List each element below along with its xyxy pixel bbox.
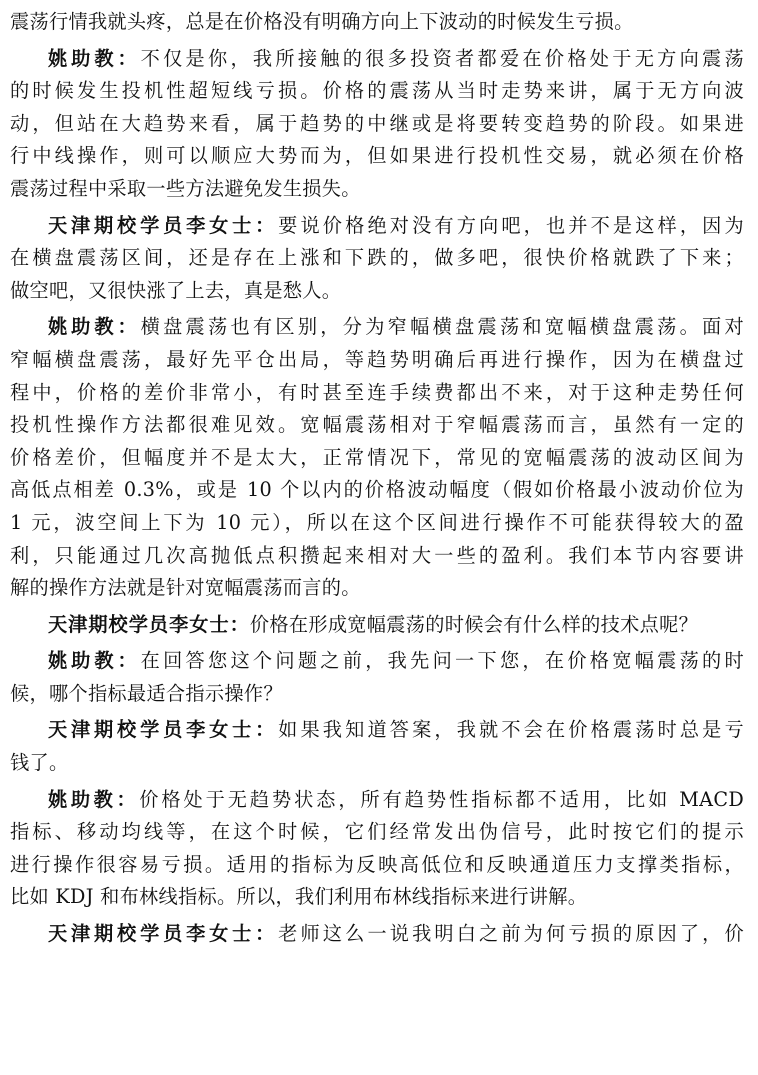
paragraph <box>10 784 744 914</box>
paragraph <box>10 43 744 206</box>
text-line: 在横盘震荡区间，还是存在上涨和下跌的，做多吧，很快价格就跌了下来； <box>10 246 744 270</box>
dialogue-text: 价格在形成宽幅震荡的时候会有什么样的技术点呢？ <box>249 612 699 636</box>
text-line <box>10 210 744 243</box>
text-line: 震荡过程中采取一些方法避免发生损失。 <box>10 176 361 200</box>
text-line: 进行操作很容易亏损。适用的指标为反映高低位和反映通道压力支撑类指标， <box>10 852 744 876</box>
paragraph <box>10 645 744 710</box>
text-line: 解的操作方法就是针对宽幅震荡而言的。 <box>10 576 361 600</box>
text-line: 动，但站在大趋势来看，属于趋势的中继或是将要转变趋势的阶段。如果进 <box>10 111 744 135</box>
text-line: 投机性操作方法都很难见效。宽幅震荡相对于窄幅震荡而言，虽然有一定的 <box>10 413 744 437</box>
text-line: 指标、移动均线等，在这个时候，它们经常发出伪信号，此时按它们的提示 <box>10 820 744 844</box>
text-line: 震荡行情我就头疼，总是在价格没有明确方向上下波动的时候发生亏损。 <box>10 10 634 33</box>
text-line <box>10 714 744 747</box>
paragraph <box>10 609 744 642</box>
speaker-label: 天津期校学员李女士： <box>48 922 279 946</box>
dialogue-text: 横盘震荡也有区别，分为窄幅横盘震荡和宽幅横盘震荡。面对 <box>140 315 744 339</box>
speaker-label: 姚助教： <box>48 787 140 811</box>
dialogue-text: 价格处于无趋势状态，所有趋势性指标都不适用，比如 MACD <box>139 787 744 811</box>
paragraph <box>10 210 744 308</box>
speaker-label: 天津期校学员李女士： <box>48 718 279 742</box>
text-line <box>10 311 744 344</box>
text-line: 窄幅横盘震荡，最好先平仓出局，等趋势明确后再进行操作，因为在横盘过 <box>10 347 744 371</box>
speaker-label: 天津期校学员李女士： <box>48 612 250 636</box>
speaker-label: 姚助教： <box>48 649 141 673</box>
speaker-label: 天津期校学员李女士： <box>48 213 279 237</box>
dialogue-text: 不仅是你，我所接触的很多投资者都爱在价格处于无方向震荡 <box>140 46 744 70</box>
text-line <box>10 645 744 678</box>
speaker-label: 姚助教： <box>48 315 141 339</box>
text-line: 价格差价，但幅度并不是太大，正常情况下，常见的宽幅震荡的波动区间为 <box>10 445 744 469</box>
dialogue-text: 在回答您这个问题之前，我先问一下您，在价格宽幅震荡的时 <box>140 649 744 673</box>
text-line: 候，哪个指标最适合指示操作？ <box>10 681 283 705</box>
dialogue-text: 老师这么一说我明白之前为何亏损的原因了，价 <box>278 922 744 946</box>
text-line: 行中线操作，则可以顺应大势而为，但如果进行投机性交易，就必须在价格 <box>10 144 744 168</box>
text-line: 高低点相差 0.3%，或是 10 个以内的价格波动幅度（假如价格最小波动价位为 <box>10 478 744 502</box>
text-line: 钱了。 <box>10 751 69 775</box>
text-line <box>10 43 744 76</box>
dialogue-text: 要说价格绝对没有方向吧，也并不是这样，因为 <box>278 213 744 237</box>
text-line: 比如 KDJ 和布林线指标。所以，我们利用布林线指标来进行讲解。 <box>10 885 588 909</box>
speaker-label: 姚助教： <box>48 46 141 70</box>
text-line: 做空吧，又很快涨了上去，真是愁人。 <box>10 278 342 302</box>
text-line: 利，只能通过几次高抛低点积攒起来相对大一些的盈利。我们本节内容要讲 <box>10 543 744 567</box>
text-line: 的时候发生投机性超短线亏损。价格的震荡从当时走势来讲，属于无方向波 <box>10 79 744 103</box>
paragraph <box>10 311 744 604</box>
text-line <box>10 609 744 642</box>
text-line <box>10 918 744 951</box>
paragraph <box>10 6 744 39</box>
paragraph <box>10 714 744 779</box>
text-line: 程中，价格的差价非常小，有时甚至连手续费都出不来，对于这种走势任何 <box>10 380 744 404</box>
text-line: 1 元，波空间上下为 10 元），所以在这个区间进行操作不可能获得较大的盈 <box>10 510 744 534</box>
dialogue-text: 如果我知道答案，我就不会在价格震荡时总是亏 <box>278 718 744 742</box>
paragraph <box>10 918 744 951</box>
text-line <box>10 784 744 817</box>
